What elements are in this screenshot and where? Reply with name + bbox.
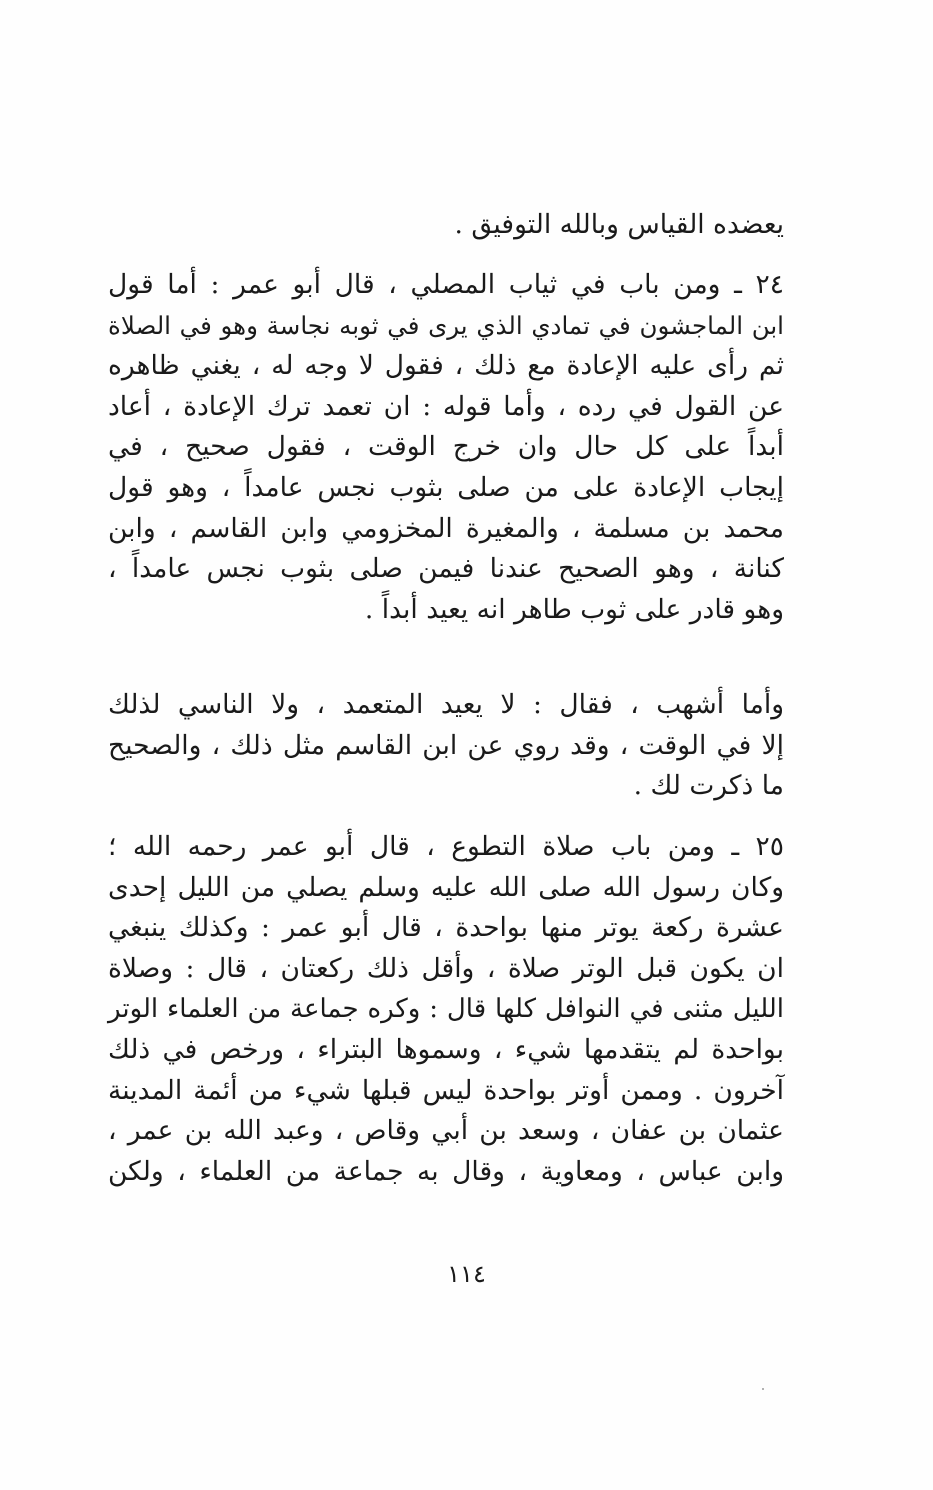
paragraph-section-24 bbox=[108, 265, 784, 630]
text-line: وكان رسول الله صلى الله عليه وسلم يصلي من الليل إحدى bbox=[108, 871, 784, 903]
scan-speck bbox=[762, 1388, 764, 1390]
text-line: كنانة ، وهو الصحيح عندنا فيمن صلى بثوب نجس عامداً ، bbox=[108, 553, 784, 585]
text-line: آخرون . وممن أوتر بواحدة ليس قبلها شيء من أئمة المدينة bbox=[108, 1074, 784, 1106]
text-line: يعضده القياس وبالله التوفيق . bbox=[454, 209, 784, 240]
text-line: ٢٤ ـ ومن باب في ثياب المصلي ، قال أبو عمر : أما قول bbox=[108, 269, 784, 300]
text-line: وهو قادر على ثوب طاهر انه يعيد أبداً . bbox=[364, 593, 784, 625]
text-line: وابن عباس ، ومعاوية ، وقال به جماعة من العلماء ، ولكن bbox=[108, 1155, 784, 1187]
paragraph-ashhab bbox=[108, 685, 784, 807]
text-line: ما ذكرت لك . bbox=[633, 770, 784, 802]
text-line: ان يكون قبل الوتر صلاة ، وأقل ذلك ركعتان ، قال : وصلاة bbox=[108, 952, 784, 984]
text-line: بواحدة لم يتقدمها شيء ، وسموها البتراء ، ورخص في ذلك bbox=[108, 1033, 784, 1065]
text-line: محمد بن مسلمة ، والمغيرة المخزومي وابن القاسم ، وابن bbox=[108, 512, 784, 544]
text-line: وأما أشهب ، فقال : لا يعيد المتعمد ، ولا الناسي لذلك bbox=[108, 689, 784, 720]
text-line: ثم رأى عليه الإعادة مع ذلك ، فقول لا وجه له ، يغني ظاهره bbox=[108, 350, 784, 382]
text-line: ٢٥ ـ ومن باب صلاة التطوع ، قال أبو عمر رحمه الله ؛ bbox=[108, 831, 784, 862]
text-line: عشرة ركعة يوتر منها بواحدة ، قال أبو عمر : وكذلك ينبغي bbox=[108, 912, 784, 944]
page-number: ١١٤ bbox=[447, 1260, 486, 1288]
paragraph-continuation bbox=[108, 205, 784, 246]
text-line: عثمان بن عفان ، وسعد بن أبي وقاص ، وعبد الله بن عمر ، bbox=[108, 1115, 784, 1147]
text-line: عن القول في رده ، وأما قوله : ان تعمد ترك الإعادة ، أعاد bbox=[108, 390, 784, 422]
text-line: إيجاب الإعادة على من صلى بثوب نجس عامداً ، وهو قول bbox=[108, 471, 784, 503]
text-line: إلا في الوقت ، وقد روي عن ابن القاسم مثل ذلك ، والصحيح bbox=[108, 729, 784, 761]
text-line: الليل مثنى في النوافل كلها قال : وكره جماعة من العلماء الوتر bbox=[108, 994, 784, 1025]
paragraph-section-25 bbox=[108, 827, 784, 1192]
text-line: أبداً على كل حال وان خرج الوقت ، فقول صحيح ، في bbox=[108, 431, 784, 463]
text-line: ابن الماجشون في تمادي الذي يرى في ثوبه نجاسة وهو في الصلاة bbox=[108, 310, 784, 340]
